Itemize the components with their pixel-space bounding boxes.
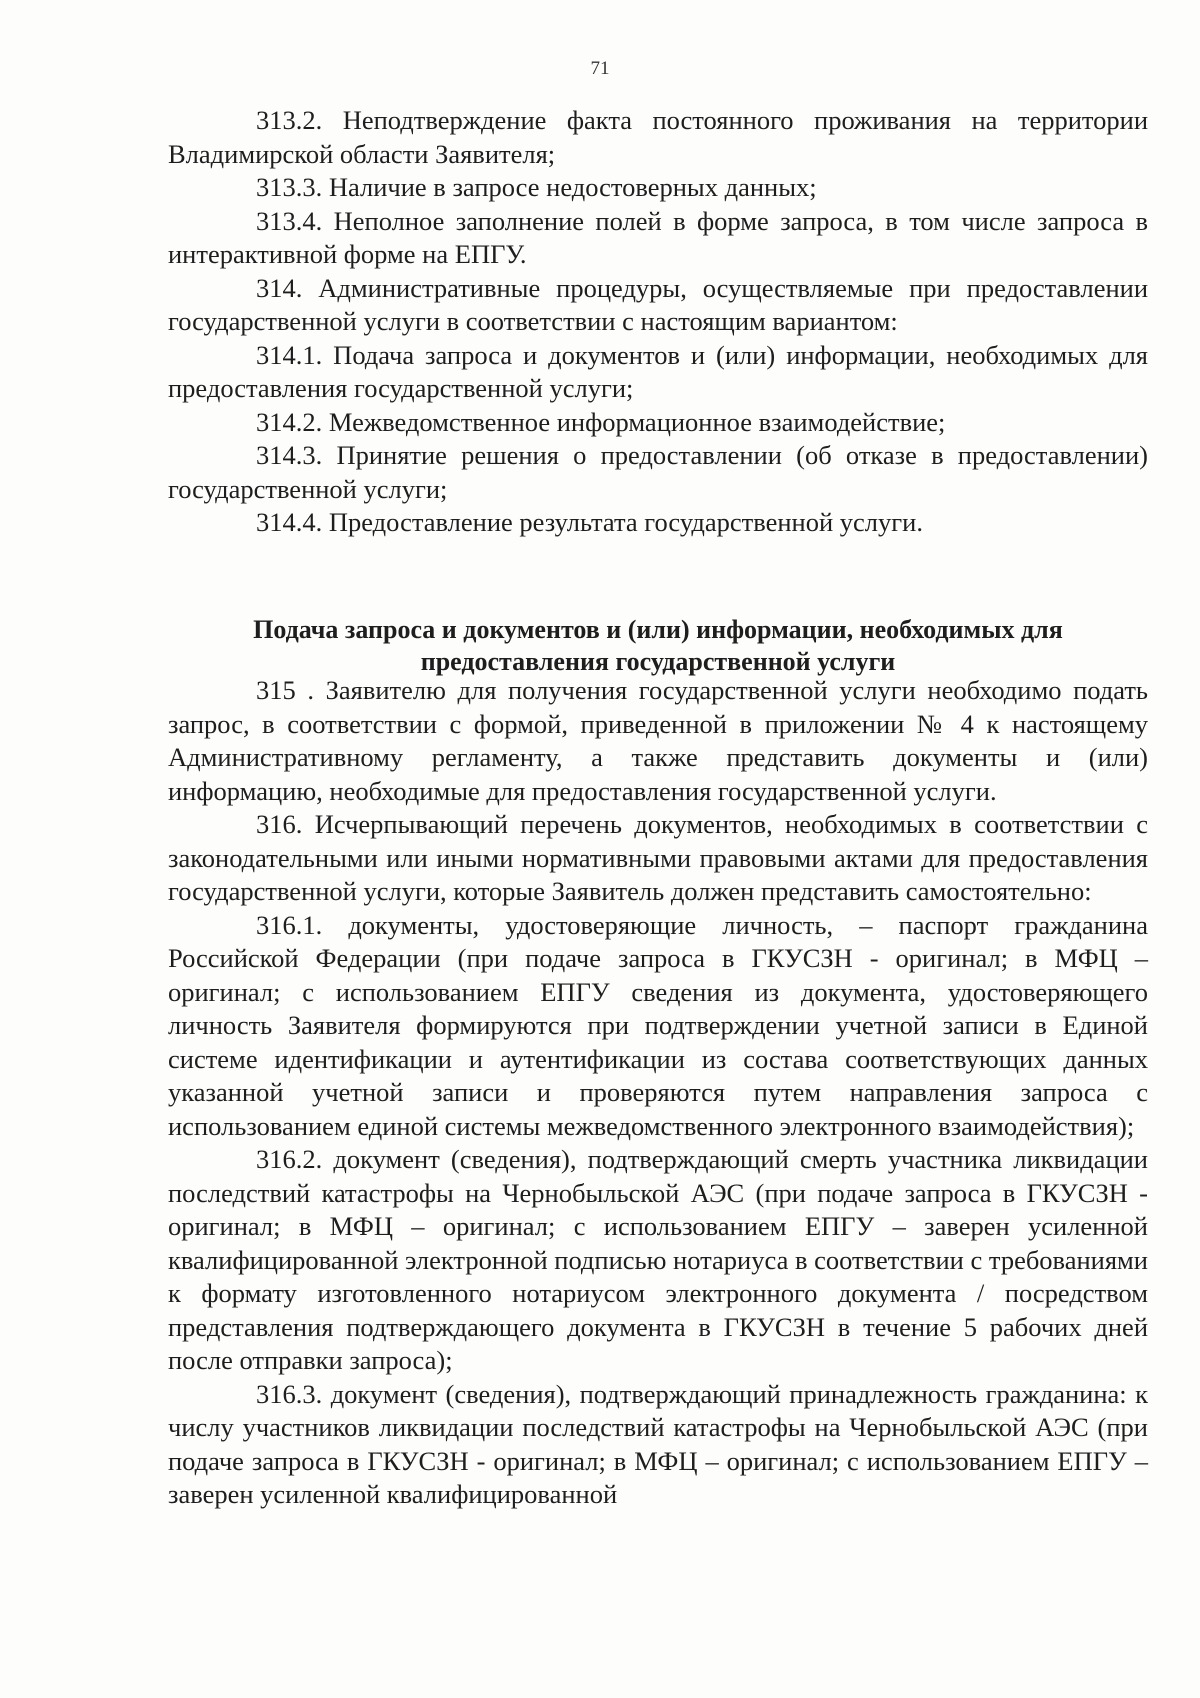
paragraph-314: 314. Административные процедуры, осуществляемые при предоставлении государственной услуги в соответствии с настоящим вариантом: <box>168 272 1148 336</box>
paragraph-314-3: 314.3. Принятие решения о предоставлении (об отказе в предоставлении) государственной услуги; <box>168 440 1148 504</box>
body-paragraphs <box>168 674 1148 1512</box>
paragraph-313-3: 313.3. Наличие в запросе недостоверных данных; <box>256 172 817 202</box>
section-heading: Подача запроса и документов и (или) информации, необходимых для предоставления государственной услуги <box>253 615 1063 676</box>
paragraph-313-2: 313.2. Неподтверждение факта постоянного проживания на территории Владимирской области Заявителя; <box>168 105 1148 169</box>
paragraph-315: 315 . Заявителю для получения государственной услуги необходимо подать запрос, в соответствии с формой, приведенной в приложении № 4 к настоящему Административному регламенту, а также представить документы и (или) информацию, необходимые для предоставления государственной услуги. <box>168 675 1148 806</box>
paragraph-313-4: 313.4. Неполное заполнение полей в форме запроса, в том числе запроса в интерактивной форме на ЕПГУ. <box>168 205 1148 269</box>
paragraph-314-1: 314.1. Подача запроса и документов и (или) информации, необходимых для предоставления государственной услуги; <box>168 339 1148 403</box>
paragraph-316-1: 316.1. документы, удостоверяющие личность, – паспорт гражданина Российской Федерации (при подаче запроса в ГКУСЗН - оригинал; в МФЦ – оригинал; с использованием ЕПГУ сведения из документа, удостоверяющего личность Заявителя формируются при подтверждении учетной записи в Единой системе идентификации и аутентификации из состава соответствующих данных указанной учетной записи и проверяются путем направления запроса с использованием единой системы межведомственного электронного взаимодействия); <box>168 909 1148 1141</box>
top-paragraphs <box>168 104 1148 540</box>
paragraph-316: 316. Исчерпывающий перечень документов, необходимых в соответствии с законодательными или иными нормативными правовыми актами для предоставления государственной услуги, которые Заявитель должен представить самостоятельно: <box>168 809 1148 906</box>
paragraph-316-3: 316.3. документ (сведения), подтверждающий принадлежность гражданина: к числу участников ликвидации последствий катастрофы на Чернобыльской АЭС (при подаче запроса в ГКУСЗН - оригинал; в МФЦ – оригинал; с использованием ЕПГУ – заверен усиленной квалифицированной <box>168 1378 1148 1509</box>
paragraph-314-2: 314.2. Межведомственное информационное взаимодействие; <box>256 406 946 437</box>
paragraph-316-2: 316.2. документ (сведения), подтверждающий смерть участника ликвидации последствий катастрофы на Чернобыльской АЭС (при подаче запроса в ГКУСЗН - оригинал; в МФЦ – оригинал; с использованием ЕПГУ – заверен усиленной квалифицированной электронной подписью нотариуса в соответствии с требованиями к формату изготовленного нотариусом электронного документа / посредством представления подтверждающего документа в ГКУСЗН в течение 5 рабочих дней после отправки запроса); <box>168 1144 1148 1375</box>
page-number: 71 <box>590 58 610 79</box>
paragraph-314-4: 314.4. Предоставление результата государственной услуги. <box>256 507 923 537</box>
